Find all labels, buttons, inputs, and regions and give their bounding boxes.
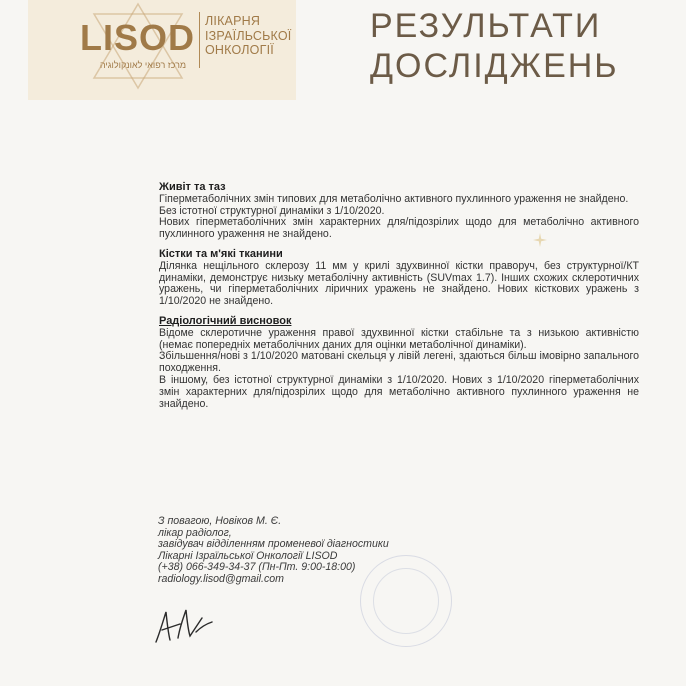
- document-title: [370, 6, 670, 86]
- document-title-line: ДОСЛІДЖЕНЬ: [370, 47, 619, 85]
- signature-line: (+38) 066-349-34-37 (Пн-Пт. 9:00-18:00): [158, 561, 356, 574]
- report-paragraph: Відоме склеротичне ураження правої здухвинної кістки стабільне та з низькою активністю (немає попередніх метаболічних даних для оцінки метаболічної динаміки).: [159, 326, 639, 351]
- faded-stamp-inner-ring: [373, 568, 439, 634]
- report-paragraph: Нових гіперметаболічних змін характерних для/підозрілих щодо для метаболічно активного пухлинного ураження не знайдено.: [159, 216, 639, 241]
- section-title-bones: Кістки та м'які тканини: [159, 247, 283, 260]
- report-paragraph: Без істотної структурної динаміки з 1/10/2020.: [159, 204, 385, 217]
- signature-line: Лікарні Ізраїльської Онкології LISOD: [158, 549, 338, 562]
- section-title-abdomen: Живіт та таз: [159, 181, 226, 193]
- lisod-logo: [28, 0, 296, 100]
- logo-divider: [199, 12, 200, 68]
- report-paragraph: Ділянка нещільного склерозу 11 мм у крилі здухвинної кістки праворуч, без структурної/КТ динаміки, демонструє низьку метаболічну активність (SUVmax 1.7). Інших схожих склеротичних уражень, чи гіперметаболічних ліричних уражень не знайдено. Нових кісткових уражень з 1/10/2020 не знайдено.: [159, 259, 639, 308]
- faded-stamp: [360, 555, 452, 647]
- handwritten-signature: [150, 604, 220, 648]
- logo-wordmark: LISOD: [80, 17, 196, 58]
- report-paragraph: Гіперметаболічних змін типових для метаболічно активного пухлинного ураження не знайдено.: [159, 192, 629, 205]
- signature-line: лікар радіолог,: [158, 526, 232, 539]
- report-body: [159, 182, 639, 410]
- logo-subtitle-line: ЛІКАРНЯ: [205, 14, 261, 28]
- logo-subtitle-line: ОНКОЛОГІЇ: [205, 43, 274, 57]
- signature-line: завідувач відділенням променевої діагностики: [158, 538, 389, 551]
- logo-subtitle-line: ІЗРАЇЛЬСЬКОЇ: [205, 28, 292, 43]
- report-paragraph: В іншому, без істотної структурної динаміки з 1/10/2020. Нових з 1/10/2020 гіперметаболічних змін характерних для/підозрілих щодо для метаболічно активного пухлинного ураження не знайдено.: [159, 373, 639, 410]
- logo-subtitle: [205, 14, 317, 58]
- section-title-conclusion: Радіологічний висновок: [159, 314, 292, 327]
- signature-line: З повагою, Новіков М. Є.: [158, 515, 282, 527]
- logo-hebrew-text: מרכז רפואי לאונקולוגיה: [99, 60, 187, 70]
- signature-email: radiology.lisod@gmail.com: [158, 572, 284, 585]
- report-paragraph: Збільшення/нові з 1/10/2020 матовані скельця у лівій легені, здаються більш імовірно запального походження.: [159, 350, 639, 375]
- document-title-line: РЕЗУЛЬТАТИ: [370, 7, 602, 45]
